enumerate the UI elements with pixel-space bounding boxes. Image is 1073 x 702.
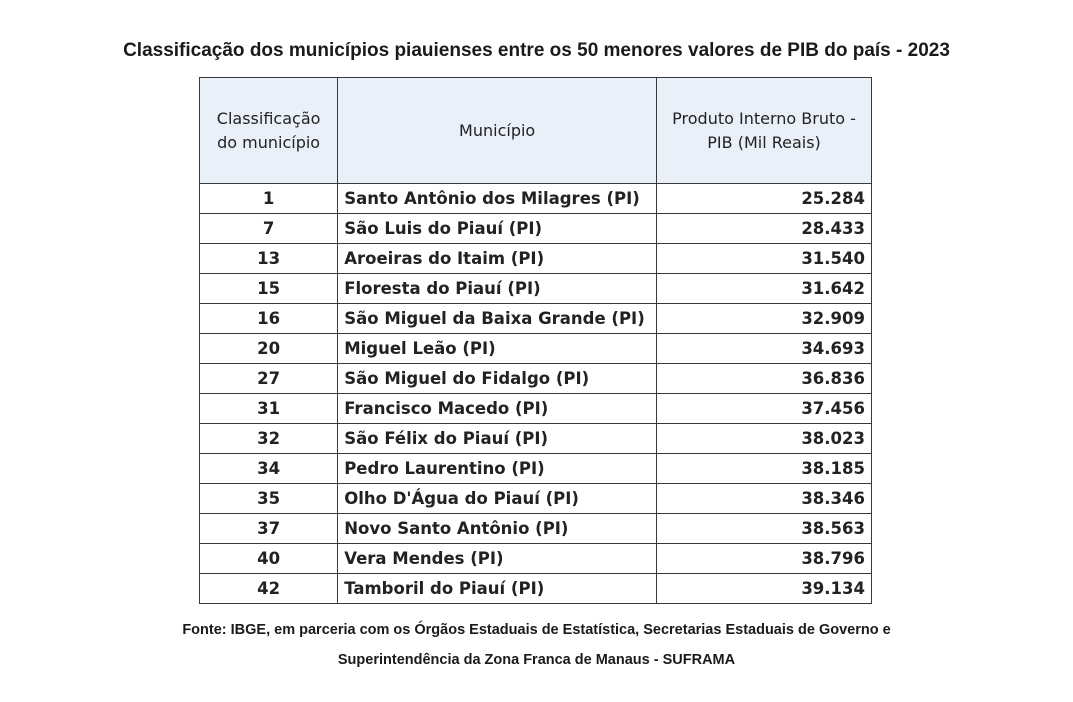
cell-rank: 13 <box>200 244 338 274</box>
header-pib-line1: Produto Interno Bruto - <box>672 108 856 128</box>
cell-pib: 28.433 <box>657 214 872 244</box>
cell-pib: 25.284 <box>657 184 872 214</box>
header-name <box>338 78 657 184</box>
cell-rank: 34 <box>200 454 338 484</box>
cell-pib: 31.540 <box>657 244 872 274</box>
cell-pib: 38.023 <box>657 424 872 454</box>
cell-rank: 20 <box>200 334 338 364</box>
table-row <box>200 274 872 304</box>
cell-rank: 42 <box>200 574 338 604</box>
table-row <box>200 424 872 454</box>
cell-pib: 38.185 <box>657 454 872 484</box>
table-row <box>200 364 872 394</box>
header-rank-line2: do município <box>217 132 321 152</box>
header-rank-line1: Classificação <box>216 108 321 128</box>
cell-municipio: São Luis do Piauí (PI) <box>338 214 657 244</box>
cell-municipio: São Miguel do Fidalgo (PI) <box>338 364 657 394</box>
cell-municipio: Pedro Laurentino (PI) <box>338 454 657 484</box>
cell-rank: 27 <box>200 364 338 394</box>
cell-pib: 36.836 <box>657 364 872 394</box>
cell-municipio: Novo Santo Antônio (PI) <box>338 514 657 544</box>
header-pib <box>657 78 872 184</box>
table-row <box>200 514 872 544</box>
cell-pib: 34.693 <box>657 334 872 364</box>
cell-pib: 37.456 <box>657 394 872 424</box>
table-header-row <box>200 78 872 184</box>
cell-rank: 16 <box>200 304 338 334</box>
cell-pib: 38.563 <box>657 514 872 544</box>
cell-pib: 32.909 <box>657 304 872 334</box>
cell-rank: 37 <box>200 514 338 544</box>
source-note-line2: Superintendência da Zona Franca de Manaus - SUFRAMA <box>337 652 736 668</box>
cell-rank: 35 <box>200 484 338 514</box>
cell-pib: 38.346 <box>657 484 872 514</box>
cell-municipio: São Miguel da Baixa Grande (PI) <box>338 304 657 334</box>
cell-municipio: São Félix do Piauí (PI) <box>338 424 657 454</box>
header-name-label: Município <box>459 120 536 140</box>
cell-municipio: Aroeiras do Itaim (PI) <box>338 244 657 274</box>
page-title: Classificação dos municípios piauienses entre os 50 menores valores de PIB do país - 2023 <box>123 40 950 61</box>
table-row <box>200 334 872 364</box>
cell-rank: 31 <box>200 394 338 424</box>
cell-rank: 1 <box>200 184 338 214</box>
table-row <box>200 244 872 274</box>
cell-municipio: Vera Mendes (PI) <box>338 544 657 574</box>
table-row <box>200 184 872 214</box>
pib-table <box>199 77 872 604</box>
table-row <box>200 304 872 334</box>
cell-municipio: Floresta do Piauí (PI) <box>338 274 657 304</box>
cell-rank: 15 <box>200 274 338 304</box>
header-rank <box>200 78 338 184</box>
cell-rank: 32 <box>200 424 338 454</box>
table-row <box>200 484 872 514</box>
table-row <box>200 394 872 424</box>
table-row <box>200 454 872 484</box>
cell-rank: 7 <box>200 214 338 244</box>
header-pib-line2: PIB (Mil Reais) <box>707 132 821 152</box>
cell-rank: 40 <box>200 544 338 574</box>
table-row <box>200 574 872 604</box>
table-row <box>200 214 872 244</box>
cell-pib: 31.642 <box>657 274 872 304</box>
cell-pib: 38.796 <box>657 544 872 574</box>
cell-municipio: Olho D'Água do Piauí (PI) <box>338 484 657 514</box>
source-note-line1: Fonte: IBGE, em parceria com os Órgãos Estaduais de Estatística, Secretarias Estaduais de Governo e <box>182 622 891 638</box>
cell-municipio: Miguel Leão (PI) <box>338 334 657 364</box>
cell-municipio: Francisco Macedo (PI) <box>338 394 657 424</box>
table-row <box>200 544 872 574</box>
cell-municipio: Tamboril do Piauí (PI) <box>338 574 657 604</box>
cell-pib: 39.134 <box>657 574 872 604</box>
cell-municipio: Santo Antônio dos Milagres (PI) <box>338 184 657 214</box>
